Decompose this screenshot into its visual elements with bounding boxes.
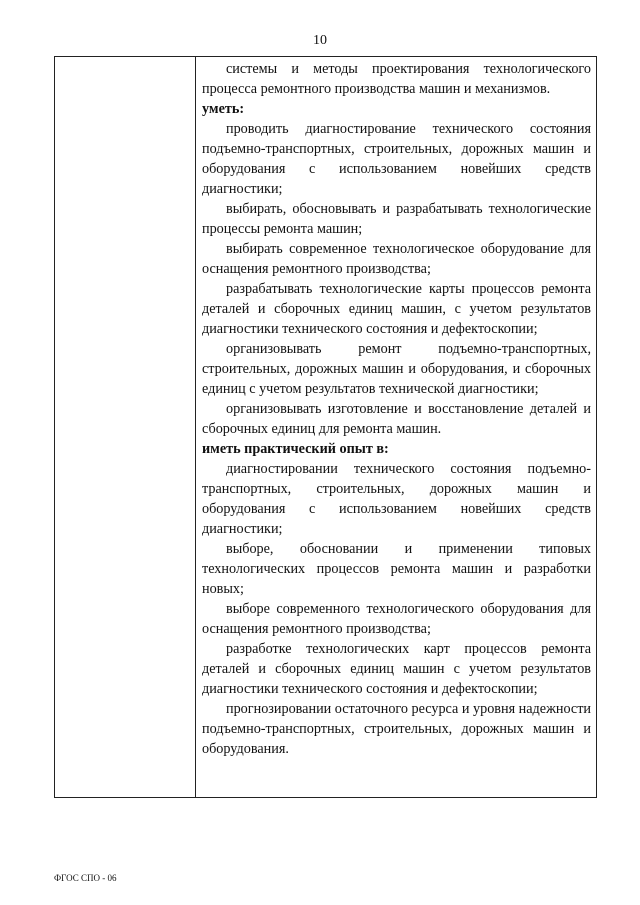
page-number: 10 — [313, 33, 327, 48]
skill-item: выбирать, обосновывать и разрабатывать технологические процессы ремонта машин; — [202, 201, 591, 237]
table-right-column — [202, 57, 591, 759]
skill-item: выбирать современное технологическое оборудование для оснащения ремонтного производства; — [202, 241, 591, 277]
experience-item: прогнозировании остаточного ресурса и уровня надежности подъемно-транспортных, строительных, дорожных машин и оборудования. — [202, 701, 591, 757]
experience-item: выборе, обосновании и применении типовых технологических процессов ремонта машин и разработки новых; — [202, 541, 591, 597]
skill-item: организовывать ремонт подъемно-транспортных, строительных, дорожных машин и оборудования, и сборочных единиц с учетом результатов технической диагностики; — [202, 341, 591, 397]
experience-heading: иметь практический опыт в: — [202, 441, 389, 457]
intro-text: системы и методы проектирования технологического процесса ремонтного производства машин и механизмов. — [202, 61, 591, 97]
table-left-column — [55, 57, 196, 797]
footer-label: ФГОС СПО - 06 — [54, 873, 117, 883]
standards-table — [54, 56, 597, 798]
experience-item: выборе современного технологического оборудования для оснащения ремонтного производства; — [202, 601, 591, 637]
skill-item: проводить диагностирование технического состояния подъемно-транспортных, строительных, дорожных машин и оборудования с использованием новейших средств диагностики; — [202, 121, 591, 197]
experience-item: разработке технологических карт процессов ремонта деталей и сборочных единиц машин с учетом результатов диагностики технического состояния и дефектоскопии; — [202, 641, 591, 697]
skill-item: организовывать изготовление и восстановление деталей и сборочных единиц для ремонта машин. — [202, 401, 591, 437]
experience-item: диагностировании технического состояния подъемно-транспортных, строительных, дорожных машин и оборудования с использованием новейших средств диагностики; — [202, 461, 591, 537]
skill-item: разрабатывать технологические карты процессов ремонта деталей и сборочных единиц машин, с учетом результатов диагностики технического состояния и дефектоскопии; — [202, 281, 591, 337]
skills-heading: уметь: — [202, 101, 245, 117]
